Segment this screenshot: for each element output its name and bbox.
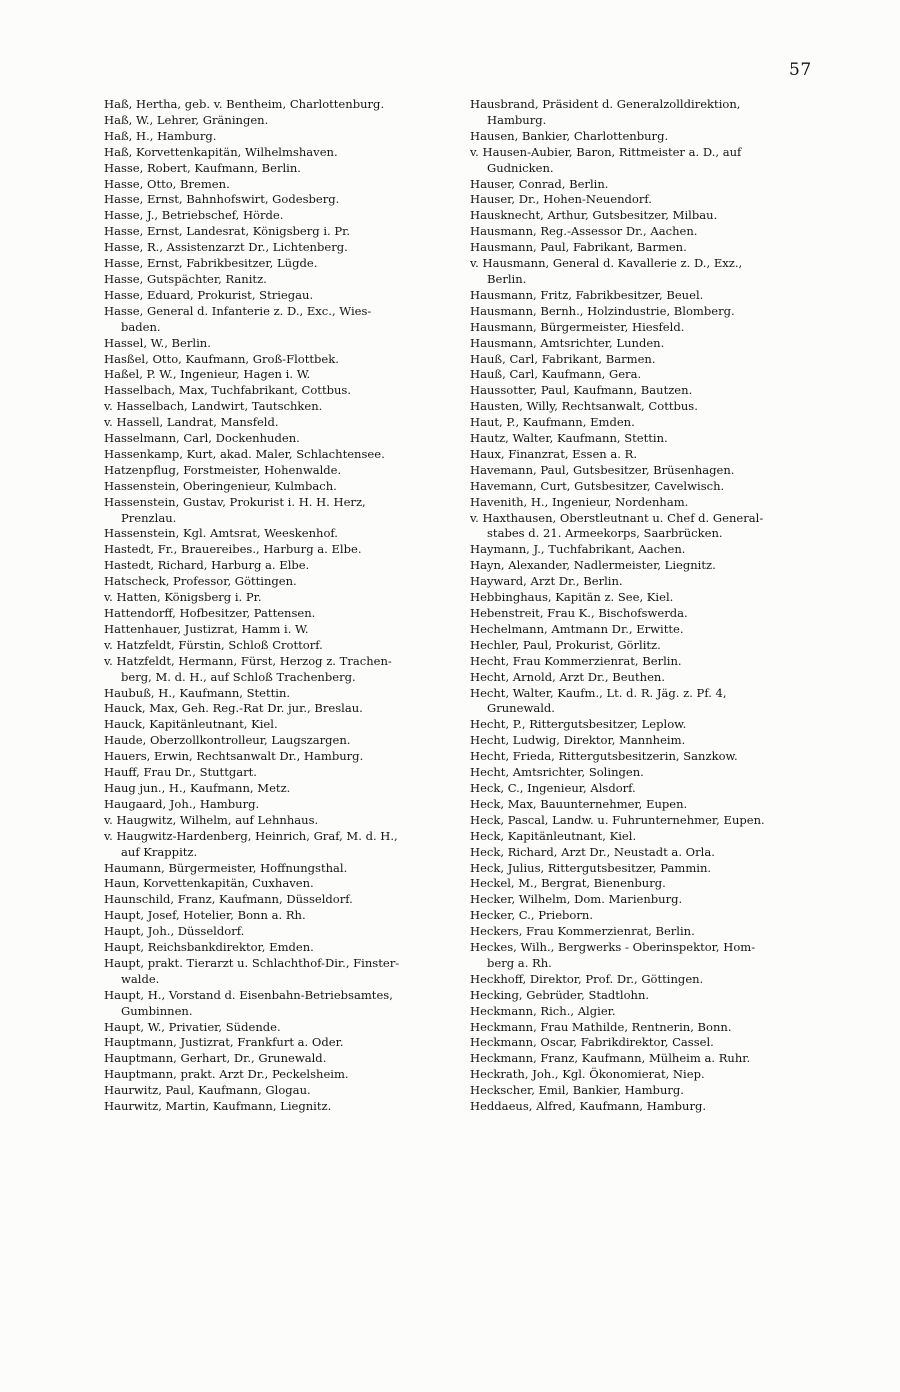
- entry-continuation: berg a. Rh.: [487, 955, 552, 970]
- entry-continuation: Berlin.: [487, 271, 527, 286]
- directory-entry: v. Hasselbach, Landwirt, Tautschken.: [104, 399, 323, 414]
- directory-entry: Haupt, Reichsbankdirektor, Emden.: [104, 940, 314, 955]
- directory-entry: Hauers, Erwin, Rechtsanwalt Dr., Hamburg.: [104, 749, 364, 764]
- directory-entry: v. Hatzfeldt, Fürstin, Schloß Crottorf.: [104, 637, 323, 652]
- directory-entry: Hecker, Wilhelm, Dom. Marienburg.: [470, 892, 683, 907]
- directory-entry: Haupt, H., Vorstand d. Eisenbahn-Betriebsamtes,: [104, 987, 393, 1002]
- directory-entry: Haude, Oberzollkontrolleur, Laugszargen.: [104, 733, 351, 748]
- directory-entry: Haussotter, Paul, Kaufmann, Bautzen.: [470, 383, 693, 398]
- directory-entry: Hasse, Eduard, Prokurist, Striegau.: [104, 287, 314, 302]
- directory-entry: v. Haugwitz-Hardenberg, Heinrich, Graf, M. d. H.,: [104, 828, 398, 843]
- directory-entry: Heckmann, Franz, Kaufmann, Mülheim a. Ruhr.: [470, 1051, 751, 1066]
- directory-entry: Hasse, Gutspächter, Ranitz.: [104, 271, 267, 286]
- directory-entry: Hassenkamp, Kurt, akad. Maler, Schlachtensee.: [104, 446, 385, 461]
- directory-entry: Hausknecht, Arthur, Gutsbesitzer, Milbau.: [470, 208, 718, 223]
- directory-entry: Hasse, R., Assistenzarzt Dr., Lichtenberg.: [104, 240, 348, 255]
- directory-entry: Haupt, prakt. Tierarzt u. Schlachthof-Dir., Finster-: [104, 955, 400, 970]
- directory-entry: Hecker, C., Prieborn.: [470, 908, 594, 923]
- directory-entry: Heckmann, Oscar, Fabrikdirektor, Cassel.: [470, 1035, 714, 1050]
- directory-entry: v. Hausmann, General d. Kavallerie z. D., Exz.,: [470, 256, 743, 271]
- directory-entry: Heck, Kapitänleutnant, Kiel.: [470, 828, 637, 843]
- directory-entry: Heck, Julius, Rittergutsbesitzer, Pammin.: [470, 860, 712, 875]
- directory-entry: Hasse, General d. Infanterie z. D., Exc., Wies-: [104, 303, 372, 318]
- directory-entry: Haug jun., H., Kaufmann, Metz.: [104, 780, 291, 795]
- directory-entry: Hecht, Frieda, Rittergutsbesitzerin, Sanzkow.: [470, 749, 738, 764]
- directory-entry: Hassenstein, Kgl. Amtsrat, Weeskenhof.: [104, 526, 338, 541]
- directory-entry: Hassel, W., Berlin.: [104, 335, 211, 350]
- directory-entry: Hecht, Frau Kommerzienrat, Berlin.: [470, 653, 682, 668]
- left-column: [104, 97, 448, 1115]
- entry-continuation: Grunewald.: [487, 701, 555, 716]
- entry-continuation: berg, M. d. H., auf Schloß Trachenberg.: [121, 669, 356, 684]
- directory-entry: Haß, Hertha, geb. v. Bentheim, Charlottenburg.: [104, 97, 385, 111]
- directory-entry: Haupt, Josef, Hotelier, Bonn a. Rh.: [104, 908, 306, 923]
- directory-entry: Haurwitz, Martin, Kaufmann, Liegnitz.: [104, 1099, 332, 1114]
- directory-entry: Haunschild, Franz, Kaufmann, Düsseldorf.: [104, 892, 353, 907]
- entry-continuation: walde.: [121, 971, 160, 986]
- directory-entry: Hassenstein, Oberingenieur, Kulmbach.: [104, 478, 337, 493]
- directory-entry: Hattendorff, Hofbesitzer, Pattensen.: [104, 606, 316, 620]
- entry-continuation: Hamburg.: [487, 112, 547, 127]
- directory-entry: Haß, Korvettenkapitän, Wilhelmshaven.: [104, 144, 338, 159]
- directory-entry: Hausmann, Paul, Fabrikant, Barmen.: [470, 240, 687, 255]
- directory-entry: Heckscher, Emil, Bankier, Hamburg.: [470, 1083, 684, 1098]
- directory-entry: Hasse, Ernst, Fabrikbesitzer, Lügde.: [104, 256, 318, 271]
- directory-entry: Haß, W., Lehrer, Gräningen.: [104, 112, 269, 127]
- directory-entry: v. Hassell, Landrat, Mansfeld.: [104, 415, 279, 430]
- directory-entry: Heck, Pascal, Landw. u. Fuhrunternehmer, Eupen.: [470, 812, 765, 827]
- directory-entry: Haumann, Bürgermeister, Hoffnungsthal.: [104, 860, 348, 875]
- directory-entry: Haupt, Joh., Düsseldorf.: [104, 924, 245, 939]
- directory-entry: Hebenstreit, Frau K., Bischofswerda.: [470, 606, 688, 620]
- directory-entry: Heckhoff, Direktor, Prof. Dr., Göttingen.: [470, 971, 704, 986]
- directory-entry: Heckmann, Rich., Algier.: [470, 1003, 616, 1018]
- directory-entry: Hauptmann, prakt. Arzt Dr., Peckelsheim.: [104, 1067, 349, 1082]
- directory-entry: Hattenhauer, Justizrat, Hamm i. W.: [104, 621, 309, 636]
- directory-entry: Hasse, Robert, Kaufmann, Berlin.: [104, 160, 301, 175]
- directory-entry: Hauck, Kapitänleutnant, Kiel.: [104, 717, 278, 732]
- directory-entry: Havemann, Curt, Gutsbesitzer, Cavelwisch.: [470, 478, 725, 493]
- directory-entry: Hauß, Carl, Kaufmann, Gera.: [470, 367, 642, 382]
- directory-entry: Haurwitz, Paul, Kaufmann, Glogau.: [104, 1083, 311, 1098]
- directory-entry: Hauß, Carl, Fabrikant, Barmen.: [470, 351, 656, 366]
- right-column: [470, 97, 814, 1115]
- directory-entry: Haun, Korvettenkapitän, Cuxhaven.: [104, 876, 314, 891]
- directory-entry: Hecking, Gebrüder, Stadtlohn.: [470, 987, 650, 1002]
- directory-entry: Havemann, Paul, Gutsbesitzer, Brüsenhagen.: [470, 462, 735, 477]
- directory-entry: Hastedt, Fr., Brauereibes., Harburg a. Elbe.: [104, 542, 362, 557]
- directory-entry: Hayn, Alexander, Nadlermeister, Liegnitz.: [470, 558, 716, 573]
- directory-entry: Hatzenpflug, Forstmeister, Hohenwalde.: [104, 462, 342, 477]
- directory-entry: Haß, H., Hamburg.: [104, 128, 217, 143]
- directory-entry: Hausmann, Bernh., Holzindustrie, Blomberg.: [470, 303, 735, 318]
- directory-entry: v. Hatzfeldt, Hermann, Fürst, Herzog z. Trachen-: [104, 653, 392, 668]
- directory-entry: Heddaeus, Alfred, Kaufmann, Hamburg.: [470, 1099, 707, 1114]
- directory-entry: Hayward, Arzt Dr., Berlin.: [470, 574, 623, 589]
- directory-entry: Hausmann, Reg.-Assessor Dr., Aachen.: [470, 224, 698, 239]
- directory-entry: Hechelmann, Amtmann Dr., Erwitte.: [470, 621, 684, 636]
- directory-entry: Hebbinghaus, Kapitän z. See, Kiel.: [470, 590, 674, 605]
- entry-continuation: stabes d. 21. Armeekorps, Saarbrücken.: [487, 526, 723, 541]
- directory-entry: Hecht, P., Rittergutsbesitzer, Leplow.: [470, 717, 687, 732]
- entry-continuation: auf Krappitz.: [121, 844, 198, 859]
- directory-entry: Hasse, Ernst, Landesrat, Königsberg i. Pr.: [104, 224, 351, 239]
- directory-entry: Haymann, J., Tuchfabrikant, Aachen.: [470, 542, 686, 557]
- directory-entry: Hecht, Ludwig, Direktor, Mannheim.: [470, 733, 686, 748]
- directory-entry: Hausen, Bankier, Charlottenburg.: [470, 128, 669, 143]
- entry-continuation: Gudnicken.: [487, 160, 554, 175]
- directory-entry: Heck, C., Ingenieur, Alsdorf.: [470, 780, 636, 795]
- directory-entry: Haugaard, Joh., Hamburg.: [104, 796, 260, 811]
- directory-entry: Heckes, Wilh., Bergwerks - Oberinspektor, Hom-: [470, 940, 756, 955]
- directory-entry: Hautz, Walter, Kaufmann, Stettin.: [470, 431, 668, 446]
- directory-entry: Hasselbach, Max, Tuchfabrikant, Cottbus.: [104, 383, 352, 398]
- directory-entry: Heckmann, Frau Mathilde, Rentnerin, Bonn.: [470, 1019, 732, 1034]
- directory-entry: Hauptmann, Gerhart, Dr., Grunewald.: [104, 1051, 327, 1066]
- directory-entry: v. Hausen-Aubier, Baron, Rittmeister a. D., auf: [470, 144, 742, 159]
- directory-entry: Haut, P., Kaufmann, Emden.: [470, 415, 635, 430]
- directory-entry: Heck, Richard, Arzt Dr., Neustadt a. Orla.: [470, 844, 715, 859]
- directory-entry: Hecht, Walter, Kaufm., Lt. d. R. Jäg. z. Pf. 4,: [470, 685, 727, 700]
- directory-entry: Hassenstein, Gustav, Prokurist i. H. H. Herz,: [104, 494, 366, 509]
- directory-entry: Hasse, J., Betriebschef, Hörde.: [104, 208, 284, 223]
- directory-entry: Havenith, H., Ingenieur, Nordenham.: [470, 494, 689, 509]
- directory-entry: Hauptmann, Justizrat, Frankfurt a. Oder.: [104, 1035, 344, 1050]
- directory-entry: Haubuß, H., Kaufmann, Stettin.: [104, 685, 291, 700]
- directory-entry: Heckel, M., Bergrat, Bienenburg.: [470, 876, 666, 891]
- directory-entry: Hausmann, Fritz, Fabrikbesitzer, Beuel.: [470, 287, 704, 302]
- entry-continuation: Gumbinnen.: [121, 1003, 193, 1018]
- directory-entry: Hasßel, Otto, Kaufmann, Groß-Flottbek.: [104, 351, 339, 366]
- directory-entry: v. Haugwitz, Wilhelm, auf Lehnhaus.: [104, 812, 319, 827]
- directory-entry: Hecht, Amtsrichter, Solingen.: [470, 765, 644, 780]
- directory-entry: Hasselmann, Carl, Dockenhuden.: [104, 431, 300, 446]
- directory-entry: Hausmann, Amtsrichter, Lunden.: [470, 335, 665, 350]
- directory-entry: Haux, Finanzrat, Essen a. R.: [470, 446, 637, 461]
- directory-entry: Haupt, W., Privatier, Südende.: [104, 1019, 281, 1034]
- directory-entry: Hauff, Frau Dr., Stuttgart.: [104, 765, 257, 780]
- directory-entry: Hechler, Paul, Prokurist, Görlitz.: [470, 637, 661, 652]
- entry-continuation: Prenzlau.: [121, 510, 177, 525]
- directory-entry: Heckers, Frau Kommerzienrat, Berlin.: [470, 924, 695, 939]
- directory-entry: Hatscheck, Professor, Göttingen.: [104, 574, 297, 589]
- directory-entry: Hecht, Arnold, Arzt Dr., Beuthen.: [470, 669, 666, 684]
- directory-entry: Heck, Max, Bauunternehmer, Eupen.: [470, 796, 688, 811]
- directory-entry: v. Hatten, Königsberg i. Pr.: [104, 590, 262, 605]
- directory-entry: Hastedt, Richard, Harburg a. Elbe.: [104, 558, 310, 573]
- directory-entry: Hausten, Willy, Rechtsanwalt, Cottbus.: [470, 399, 698, 414]
- directory-entry: Hauser, Dr., Hohen-Neuendorf.: [470, 192, 652, 207]
- directory-entry: Hauck, Max, Geh. Reg.-Rat Dr. jur., Breslau.: [104, 701, 363, 716]
- directory-entry: Hausbrand, Präsident d. Generalzolldirektion,: [470, 97, 741, 111]
- page-number: 57: [789, 60, 812, 80]
- directory-entry: v. Haxthausen, Oberstleutnant u. Chef d. General-: [470, 510, 764, 525]
- directory-entry: Hasse, Otto, Bremen.: [104, 176, 230, 191]
- directory-entry: Heckrath, Joh., Kgl. Ökonomierat, Niep.: [470, 1067, 705, 1082]
- directory-entry: Hausmann, Bürgermeister, Hiesfeld.: [470, 319, 685, 334]
- entry-continuation: baden.: [121, 319, 161, 334]
- directory-entry: Hasse, Ernst, Bahnhofswirt, Godesberg.: [104, 192, 340, 207]
- directory-entry: Haßel, P. W., Ingenieur, Hagen i. W.: [104, 367, 311, 382]
- directory-entry: Hauser, Conrad, Berlin.: [470, 176, 609, 191]
